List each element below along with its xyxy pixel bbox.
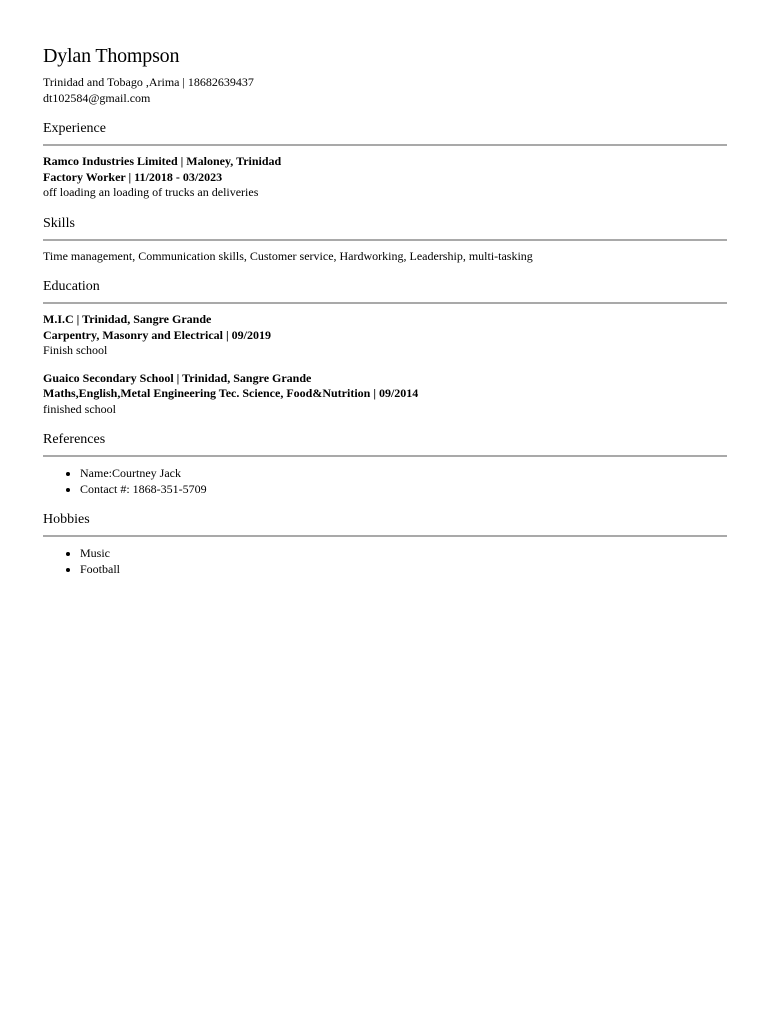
reference-item: • Contact #: 1868-351-5709 <box>80 481 727 497</box>
education-section <box>43 278 727 417</box>
education-description: finished school <box>43 401 116 416</box>
experience-heading: Experience <box>43 120 727 146</box>
hobbies-list <box>43 545 727 577</box>
references-section <box>43 431 727 497</box>
references-body <box>43 465 727 497</box>
experience-body <box>43 154 727 201</box>
references-list <box>43 465 727 497</box>
education-heading: Education <box>43 278 727 304</box>
experience-description: off loading an loading of trucks an deliveries <box>43 185 259 199</box>
skills-body <box>43 249 727 265</box>
hobbies-section <box>43 511 727 577</box>
location-phone: Trinidad and Tobago ,Arima | 18682639437 <box>43 75 254 89</box>
contact-info <box>43 74 727 106</box>
references-heading: References <box>43 431 727 457</box>
reference-item: • Name:Courtney Jack <box>80 465 727 481</box>
education-description: Finish school <box>43 343 108 357</box>
experience-entry <box>43 154 727 201</box>
education-entry <box>43 312 727 359</box>
experience-section <box>43 120 727 201</box>
education-entry <box>43 371 727 418</box>
education-program: Carpentry, Masonry and Electrical | 09/2019 <box>43 327 271 342</box>
email-address: dt102584@gmail.com <box>43 91 151 105</box>
resume-name: Dylan Thompson <box>43 45 180 67</box>
experience-company: Ramco Industries Limited | Maloney, Trinidad <box>43 154 282 168</box>
hobby-item: • Music <box>80 545 727 561</box>
skills-text: Time management, Communication skills, Customer service, Hardworking, Leadership, multi-tasking <box>43 248 533 263</box>
education-body <box>43 312 727 417</box>
hobby-item: • Football <box>80 561 727 577</box>
experience-role: Factory Worker | 11/2018 - 03/2023 <box>43 169 223 184</box>
education-program: Maths,English,Metal Engineering Tec. Science, Food&Nutrition | 09/2014 <box>43 386 419 400</box>
education-school: Guaico Secondary School | Trinidad, Sangre Grande <box>43 370 312 385</box>
skills-section <box>43 215 727 265</box>
skills-heading: Skills <box>43 215 727 241</box>
hobbies-body <box>43 545 727 577</box>
hobbies-heading: Hobbies <box>43 511 727 537</box>
education-school: M.I.C | Trinidad, Sangre Grande <box>43 312 212 326</box>
